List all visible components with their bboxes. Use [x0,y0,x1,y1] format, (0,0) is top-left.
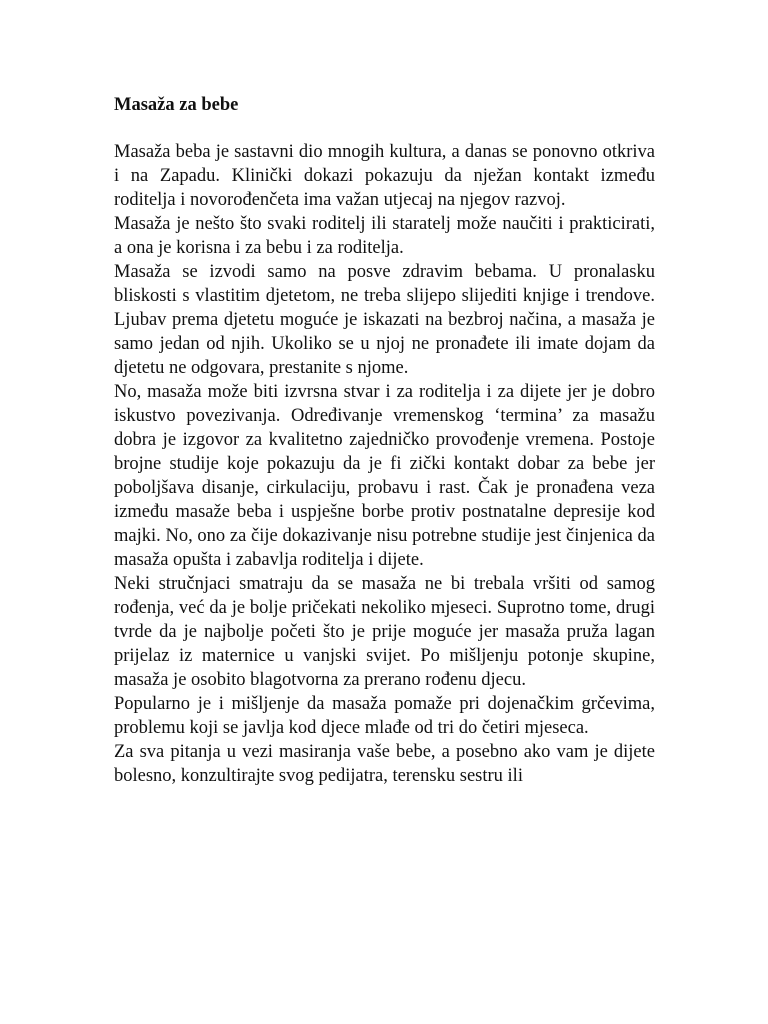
paragraph: No, masaža može biti izvrsna stvar i za roditelja i za dijete jer je dobro iskustvo povezivanja. Određivanje vremenskog ‘termina’ za masažu dobra je izgovor za kvalitetno zajedničko provođenje vremena. Postoje brojne studije koje pokazuju da je fi zički kontakt dobar za bebe jer poboljšava disanje, cirkulaciju, probavu i rast. Čak je pronađena veza između masaže beba i uspješne borbe protiv postnatalne depresije kod majki. No, ono za čije dokazivanje nisu potrebne studije jest činjenica da masaža opušta i zabavlja roditelja i dijete. [114,382,655,570]
paragraph: Popularno je i mišljenje da masaža pomaže pri dojenačkim grčevima, problemu koji se javlja kod djece mlađe od tri do četiri mjeseca. [114,694,655,738]
document-title: Masaža za bebe [114,95,239,115]
paragraph: Masaža se izvodi samo na posve zdravim bebama. U pronalasku bliskosti s vlastitim djetetom, ne treba slijepo slijediti knjige i trendove. Ljubav prema djetetu moguće je iskazati na bezbroj načina, a masaža je samo jedan od njih. Ukoliko se u njoj ne pronađete ili imate dojam da djetetu ne odgovara, prestanite s njome. [114,262,655,378]
paragraph: Neki stručnjaci smatraju da se masaža ne bi trebala vršiti od samog rođenja, već da je bolje pričekati nekoliko mjeseci. Suprotno tome, drugi tvrde da je najbolje početi što je prije moguće jer masaža pruža lagan prijelaz iz maternice u vanjski svijet. Po mišljenju potonje skupine, masaža je osobito blagotvorna za prerano rođenu djecu. [114,574,655,690]
document-body [114,93,655,788]
paragraph: Masaža je nešto što svaki roditelj ili staratelj može naučiti i prakticirati, a ona je korisna i za bebu i za roditelja. [114,214,655,258]
paragraph: Masaža beba je sastavni dio mnogih kultura, a danas se ponovno otkriva i na Zapadu. Klinički dokazi pokazuju da nježan kontakt između roditelja i novorođenčeta ima važan utjecaj na njegov razvoj. [114,142,655,210]
paragraph: Za sva pitanja u vezi masiranja vaše bebe, a posebno ako vam je dijete bolesno, konzultirajte svog pedijatra, terensku sestru ili [114,742,655,786]
